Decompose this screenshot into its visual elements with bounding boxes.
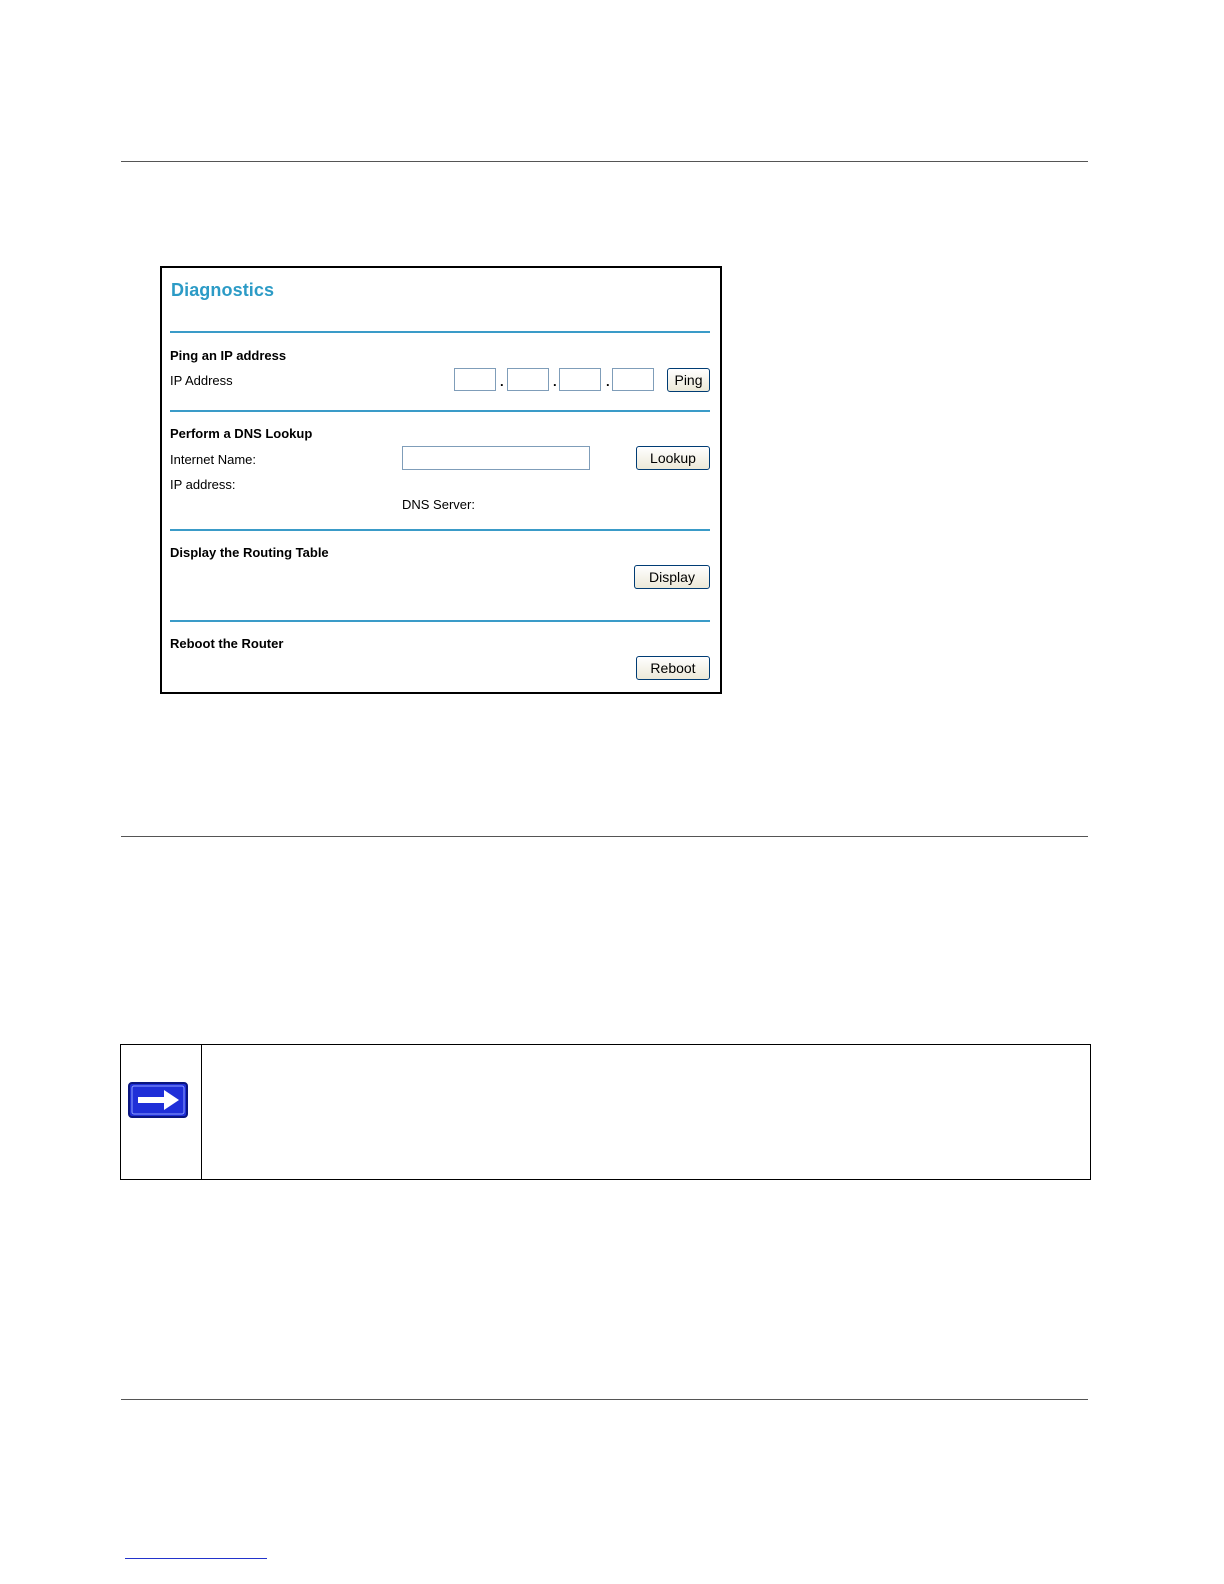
ip-dot: . [553,374,557,389]
section-rule [121,836,1088,837]
arrow-right-icon [128,1082,188,1118]
ping-heading: Ping an IP address [170,348,287,363]
ip-octet-3-input[interactable] [559,368,601,391]
section-separator [170,620,710,622]
diagnostics-title: Diagnostics [171,280,275,300]
display-button[interactable]: Display [634,565,710,589]
internet-name-input[interactable] [402,446,590,470]
diagnostics-screenshot [160,266,722,694]
footer-link-underline[interactable] [125,1558,267,1559]
internet-name-label: Internet Name: [170,452,256,467]
header-rule [121,161,1088,162]
routing-heading: Display the Routing Table [170,545,329,560]
ip-octet-4-input[interactable] [612,368,654,391]
ip-dot: . [606,374,610,389]
section-separator [170,331,710,333]
ping-ip-label: IP Address [170,373,233,388]
note-icon-cell [121,1045,202,1179]
ip-octet-1-input[interactable] [454,368,496,391]
reboot-heading: Reboot the Router [170,636,284,651]
reboot-button[interactable]: Reboot [636,656,710,680]
ip-octet-2-input[interactable] [507,368,549,391]
ping-button[interactable]: Ping [667,368,710,392]
dns-heading: Perform a DNS Lookup [170,426,313,441]
section-separator [170,529,710,531]
lookup-button[interactable]: Lookup [636,446,710,470]
note-box [120,1044,1091,1180]
ip-dot: . [500,374,504,389]
dns-ip-address-label: IP address: [170,477,236,492]
dns-server-label: DNS Server: [402,497,475,512]
section-separator [170,410,710,412]
footer-rule [121,1399,1088,1400]
